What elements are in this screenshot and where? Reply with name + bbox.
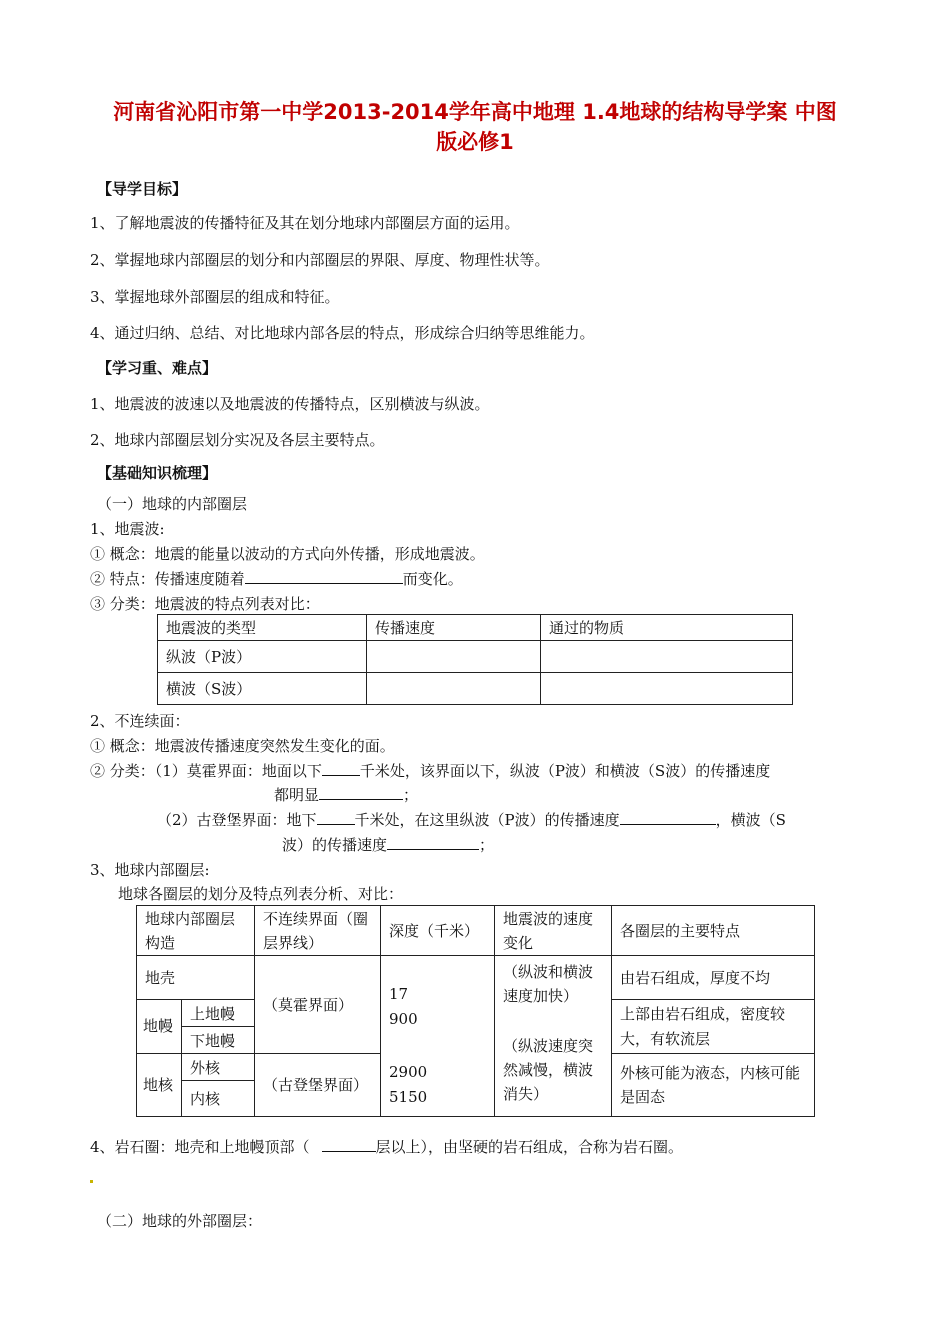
depth-cell: [381, 956, 495, 1117]
gutenberg-text-cont: 千米处，在这里纵波（P波）的传播速度: [354, 811, 620, 829]
layer-header: 不连续界面（圈层界线）: [255, 906, 381, 956]
wave-table-header: 传播速度: [367, 615, 541, 641]
upper-mantle-cell: 上地幔: [182, 1000, 255, 1027]
moho-text-cont: 千米处，该界面以下，纵波（P波）和横波（S波）的传播速度: [359, 762, 771, 780]
gutenberg-cell: （古登堡界面）: [255, 1054, 381, 1117]
mantle-cell: 地幔: [137, 1000, 182, 1054]
gutenberg-semicolon: ；: [479, 836, 495, 854]
section-2-heading: 2、不连续面：: [90, 712, 190, 730]
keypoint-item: 2、地球内部圈层划分实况及各层主要特点。: [90, 431, 385, 449]
part1-heading: （一）地球的内部圈层: [97, 495, 248, 513]
lithosphere-text: 4、岩石圈：地壳和上地幔顶部（: [90, 1138, 310, 1156]
depth-value: 900: [389, 1010, 418, 1028]
section-1-heading: 1、地震波:: [90, 520, 165, 538]
gutenberg-line: [157, 809, 786, 830]
seismic-feature-text: ② 特点：传播速度随着: [90, 570, 245, 588]
goal-item: 4、通过归纳、总结、对比地球内部各层的特点，形成综合归纳等思维能力。: [90, 324, 595, 342]
keypoints-heading: 【学习重、难点】: [97, 359, 218, 377]
wave-table-header: 地震波的类型: [158, 615, 367, 641]
lower-mantle-cell: 下地幔: [182, 1027, 255, 1054]
wave-table-header: 通过的物质: [541, 615, 793, 641]
moho-line: [90, 760, 770, 781]
layer-header: 地球内部圈层构造: [137, 906, 255, 956]
layer-header: 深度（千米）: [381, 906, 495, 956]
crust-cell: 地壳: [137, 956, 255, 1000]
earth-layers-table: [136, 905, 815, 1117]
moho-text: ② 分类：（1）莫霍界面：地面以下: [90, 762, 322, 780]
discontinuity-concept: ① 概念：地震波传播速度突然发生变化的面。: [90, 737, 395, 755]
outer-core-cell: 外核: [182, 1054, 255, 1081]
seismic-feature: [90, 568, 463, 589]
answer-blank[interactable]: [620, 809, 716, 825]
moho-semicolon: ；: [403, 786, 419, 804]
seismic-classification: ③ 分类：地震波的特点列表对比：: [90, 595, 320, 613]
gutenberg-text: （2）古登堡界面：地下: [157, 811, 317, 829]
gutenberg-text-end: 波）的传播速度: [282, 836, 388, 854]
crust-feature: 由岩石组成，厚度不均: [612, 956, 815, 1000]
answer-cell[interactable]: [541, 673, 793, 705]
answer-blank[interactable]: [322, 760, 360, 776]
seismic-feature-tail: 而变化。: [402, 570, 463, 588]
mantle-feature: 上部由岩石组成，密度较大，有软流层: [612, 1000, 815, 1054]
stray-mark: [90, 1180, 93, 1183]
answer-blank[interactable]: [245, 568, 403, 584]
depth-value: 17: [389, 985, 409, 1003]
speed-cell: [495, 956, 612, 1117]
depth-value: 5150: [389, 1088, 428, 1106]
layers-intro: 地球各圈层的划分及特点列表分析、对比：: [118, 885, 404, 903]
goals-heading: 【导学目标】: [97, 180, 188, 198]
page-title-line2: 版必修1: [436, 130, 514, 154]
lithosphere-text-cont: 层以上），由坚硬的岩石组成，合称为岩石圈。: [375, 1138, 684, 1156]
basics-heading: 【基础知识梳理】: [97, 464, 218, 482]
answer-cell[interactable]: [367, 641, 541, 673]
layer-header: 各圈层的主要特点: [612, 906, 815, 956]
seismic-wave-table: [157, 614, 793, 705]
moho-text-end: 都明显: [274, 786, 320, 804]
core-cell: 地核: [137, 1054, 182, 1117]
gutenberg-line-2: [282, 834, 494, 855]
seismic-concept: ① 概念：地震的能量以波动的方式向外传播，形成地震波。: [90, 545, 485, 563]
lithosphere-line: [90, 1136, 683, 1157]
moho-cell: （莫霍界面）: [255, 956, 381, 1054]
answer-blank[interactable]: [319, 784, 403, 800]
answer-blank[interactable]: [387, 834, 479, 850]
goal-item: 1、了解地震波的传播特征及其在划分地球内部圈层方面的运用。: [90, 214, 520, 232]
goal-item: 3、掌握地球外部圈层的组成和特征。: [90, 288, 340, 306]
answer-blank[interactable]: [317, 809, 355, 825]
keypoint-item: 1、地震波的波速以及地震波的传播特点，区别横波与纵波。: [90, 395, 490, 413]
layer-header: 地震波的速度变化: [495, 906, 612, 956]
gutenberg-text-s: ，横波（S: [715, 811, 786, 829]
wave-type-cell: 横波（S波）: [158, 673, 367, 705]
core-feature: 外核可能为液态，内核可能是固态: [612, 1054, 815, 1117]
answer-blank[interactable]: [322, 1136, 376, 1152]
depth-value: 2900: [389, 1063, 428, 1081]
speed-down-text: （纵波速度突然减慢，横波消失）: [503, 1037, 594, 1103]
inner-core-cell: 内核: [182, 1081, 255, 1117]
part2-heading: （二）地球的外部圈层：: [97, 1212, 263, 1230]
moho-line-2: [274, 784, 418, 805]
answer-cell[interactable]: [367, 673, 541, 705]
answer-cell[interactable]: [541, 641, 793, 673]
wave-type-cell: 纵波（P波）: [158, 641, 367, 673]
page-title-line1: 河南省沁阳市第一中学2013-2014学年高中地理 1.4地球的结构导学案 中图: [113, 100, 837, 124]
section-3-heading: 3、地球内部圈层:: [90, 861, 210, 879]
speed-up-text: （纵波和横波速度加快）: [503, 963, 594, 1005]
goal-item: 2、掌握地球内部圈层的划分和内部圈层的界限、厚度、物理性状等。: [90, 251, 550, 269]
